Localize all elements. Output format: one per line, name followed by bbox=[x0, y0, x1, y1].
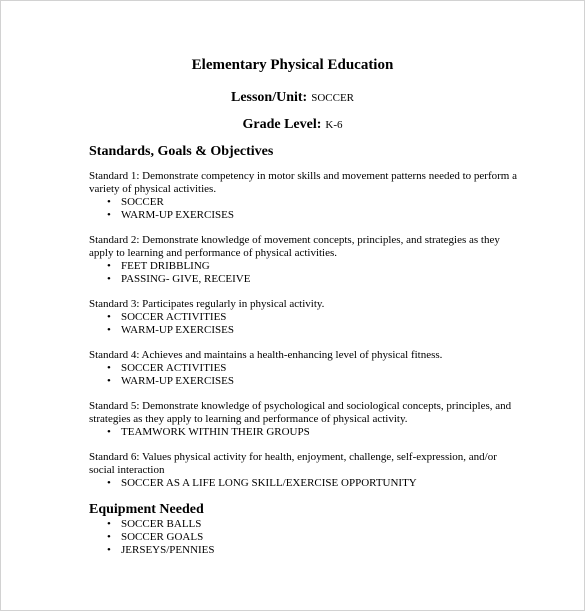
standard-block bbox=[89, 451, 519, 490]
standards-heading: Standards, Goals & Objectives bbox=[89, 144, 274, 159]
bullet-icon: • bbox=[107, 311, 111, 323]
bullet-icon: • bbox=[107, 362, 111, 374]
list-item bbox=[89, 426, 519, 439]
list-item bbox=[89, 209, 519, 222]
list-item-text: SOCCER bbox=[121, 196, 164, 208]
standard-items bbox=[89, 477, 519, 490]
bullet-icon: • bbox=[107, 273, 111, 285]
grade-level-label: Grade Level: bbox=[242, 117, 322, 132]
list-item bbox=[89, 375, 519, 388]
list-item-text: SOCCER BALLS bbox=[121, 518, 202, 530]
list-item-text: SOCCER GOALS bbox=[121, 531, 204, 543]
standard-text: Standard 4: Achieves and maintains a health-enhancing level of physical fitness. bbox=[89, 349, 443, 361]
equipment-heading: Equipment Needed bbox=[89, 502, 204, 517]
bullet-icon: • bbox=[107, 375, 111, 387]
list-item bbox=[89, 544, 215, 557]
list-item-text: JERSEYS/PENNIES bbox=[121, 544, 215, 556]
standard-text: Standard 6: Values physical activity for health, enjoyment, challenge, self-expression, and/or social interaction bbox=[89, 451, 497, 476]
list-item-text: WARM-UP EXERCISES bbox=[121, 209, 234, 221]
list-item-text: SOCCER ACTIVITIES bbox=[121, 311, 227, 323]
list-item-text: SOCCER ACTIVITIES bbox=[121, 362, 227, 374]
standard-block bbox=[89, 400, 519, 439]
standard-items bbox=[89, 362, 519, 388]
bullet-icon: • bbox=[107, 209, 111, 221]
list-item bbox=[89, 273, 519, 286]
lesson-unit-line bbox=[1, 90, 584, 106]
lesson-unit-value: SOCCER bbox=[311, 92, 355, 104]
list-item-text: WARM-UP EXERCISES bbox=[121, 375, 234, 387]
list-item-text: WARM-UP EXERCISES bbox=[121, 324, 234, 336]
document-title: Elementary Physical Education bbox=[191, 57, 394, 73]
bullet-icon: • bbox=[107, 260, 111, 272]
standard-items bbox=[89, 196, 519, 222]
standard-block bbox=[89, 349, 519, 388]
standard-text: Standard 5: Demonstrate knowledge of psychological and sociological concepts, principles, and strategies as they apply to learning and performance of physical activity. bbox=[89, 400, 512, 425]
standard-block bbox=[89, 298, 519, 337]
grade-level-value: K-6 bbox=[325, 119, 343, 131]
bullet-icon: • bbox=[107, 324, 111, 336]
list-item-text: FEET DRIBBLING bbox=[121, 260, 210, 272]
standard-text: Standard 2: Demonstrate knowledge of movement concepts, principles, and strategies as they apply to learning and performance of physical activities. bbox=[89, 234, 500, 259]
list-item bbox=[89, 324, 519, 337]
standard-items bbox=[89, 260, 519, 286]
list-item bbox=[89, 531, 215, 544]
standard-text: Standard 3: Participates regularly in physical activity. bbox=[89, 298, 325, 310]
standard-items bbox=[89, 311, 519, 337]
lesson-unit-label: Lesson/Unit: bbox=[230, 90, 308, 105]
list-item-text: SOCCER AS A LIFE LONG SKILL/EXERCISE OPPORTUNITY bbox=[121, 477, 417, 489]
bullet-icon: • bbox=[107, 544, 111, 556]
bullet-icon: • bbox=[107, 477, 111, 489]
list-item bbox=[89, 518, 215, 531]
standard-items bbox=[89, 426, 519, 439]
list-item bbox=[89, 260, 519, 273]
bullet-icon: • bbox=[107, 426, 111, 438]
list-item bbox=[89, 196, 519, 209]
list-item bbox=[89, 311, 519, 324]
list-item bbox=[89, 362, 519, 375]
equipment-list bbox=[89, 518, 215, 557]
standard-block bbox=[89, 234, 519, 286]
grade-level-line bbox=[1, 117, 584, 133]
list-item-text: PASSING- GIVE, RECEIVE bbox=[121, 273, 251, 285]
bullet-icon: • bbox=[107, 196, 111, 208]
bullet-icon: • bbox=[107, 518, 111, 530]
standard-text: Standard 1: Demonstrate competency in motor skills and movement patterns needed to perform a variety of physical activities. bbox=[89, 170, 517, 195]
standards-list bbox=[89, 170, 519, 502]
standard-block bbox=[89, 170, 519, 222]
list-item bbox=[89, 477, 519, 490]
list-item-text: TEAMWORK WITHIN THEIR GROUPS bbox=[121, 426, 310, 438]
bullet-icon: • bbox=[107, 531, 111, 543]
